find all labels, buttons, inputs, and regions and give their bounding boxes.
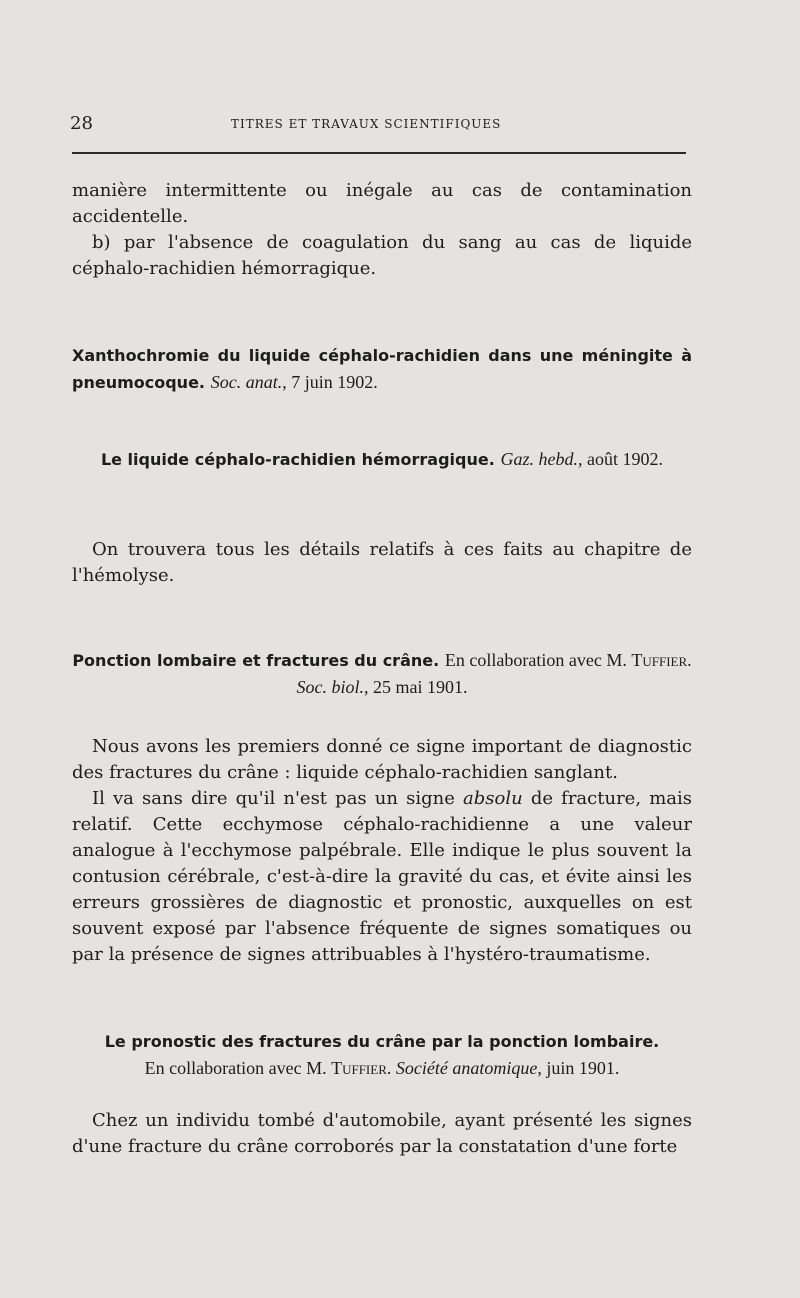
entry-collaborator: Tuffier. bbox=[631, 650, 692, 670]
ponction-paragraph-2-end: de fracture, mais relatif. Cette ecchymose céphalo-rachidienne a une valeur analogue à l'ecchymose palpébrale. Elle indique le plus souvent la contusion cérébrale, c'est-à-dire la gravité du cas, et évite ainsi les erreurs grossières de diagnostic et pronostic, auxquelles on est souvent exposé par l'absence fréquente de signes somatiques ou par la présence de signes attribuables à l'hystéro-traumatisme. bbox=[72, 788, 692, 965]
running-title: TITRES ET TRAVAUX SCIENTIFIQUES bbox=[231, 117, 502, 131]
entry-title: Ponction lombaire et fractures du crâne. bbox=[72, 651, 440, 670]
intro-paragraph-2: b) par l'absence de coagulation du sang au cas de liquide céphalo-rachidien hémorragique. bbox=[72, 232, 692, 279]
ponction-paragraph-1: Nous avons les premiers donné ce signe important de diagnostic des fractures du crâne : liquide céphalo-rachidien sanglant. bbox=[72, 736, 692, 783]
entry-journal: Soc. anat. bbox=[210, 372, 283, 392]
entry-date: , 25 mai 1901. bbox=[364, 677, 468, 697]
ponction-paragraph-2-start: Il va sans dire qu'il n'est pas un signe bbox=[92, 788, 464, 809]
ponction-text bbox=[72, 734, 692, 968]
hemolyse-note bbox=[72, 537, 692, 589]
entry-reference bbox=[145, 1058, 620, 1078]
entry-title: Le liquide céphalo-rachidien hémorragique. bbox=[100, 450, 495, 469]
ponction-paragraph-2 bbox=[72, 786, 692, 968]
page-number: 28 bbox=[70, 113, 93, 134]
entry-collaborator: Tuffier. bbox=[331, 1058, 392, 1078]
entry-ponction-lombaire bbox=[72, 647, 692, 701]
intro-text bbox=[72, 178, 692, 282]
entry-title: Le pronostic des fractures du crâne par la ponction lombaire. bbox=[104, 1032, 660, 1051]
entry-journal: Société anatomique bbox=[395, 1058, 538, 1078]
entry-journal: Gaz. hebd. bbox=[500, 449, 579, 469]
entry-date: , août 1902. bbox=[578, 449, 664, 469]
entry-xanthochromie bbox=[72, 343, 692, 396]
entry-reference bbox=[501, 449, 664, 469]
entry-title: Xanthochromie du liquide céphalo-rachidien dans une méningite à pneumocoque. bbox=[72, 346, 692, 392]
entry-collab-prefix: En collaboration avec M. bbox=[144, 1058, 327, 1078]
entry-collab-prefix: En collaboration avec M. bbox=[444, 650, 627, 670]
entry-reference bbox=[211, 372, 378, 392]
entry-pronostic-fractures bbox=[72, 1029, 692, 1082]
entry-date: , juin 1901. bbox=[537, 1058, 620, 1078]
entry-liquide-hemorragique bbox=[72, 446, 692, 473]
entry-date: , 7 juin 1902. bbox=[282, 372, 378, 392]
entry-journal: Soc. biol. bbox=[296, 677, 364, 697]
pronostic-text bbox=[72, 1108, 692, 1160]
header-rule bbox=[72, 152, 686, 154]
pronostic-paragraph-1: Chez un individu tombé d'automobile, ayant présenté les signes d'une fracture du crâne corroborés par la constatation d'une forte bbox=[72, 1110, 692, 1157]
intro-paragraph-1: manière intermittente ou inégale au cas de contamination accidentelle. bbox=[72, 180, 692, 227]
ponction-paragraph-2-emphasis: absolu bbox=[463, 788, 523, 809]
hemolyse-paragraph: On trouvera tous les détails relatifs à ces faits au chapitre de l'hémolyse. bbox=[72, 539, 692, 586]
